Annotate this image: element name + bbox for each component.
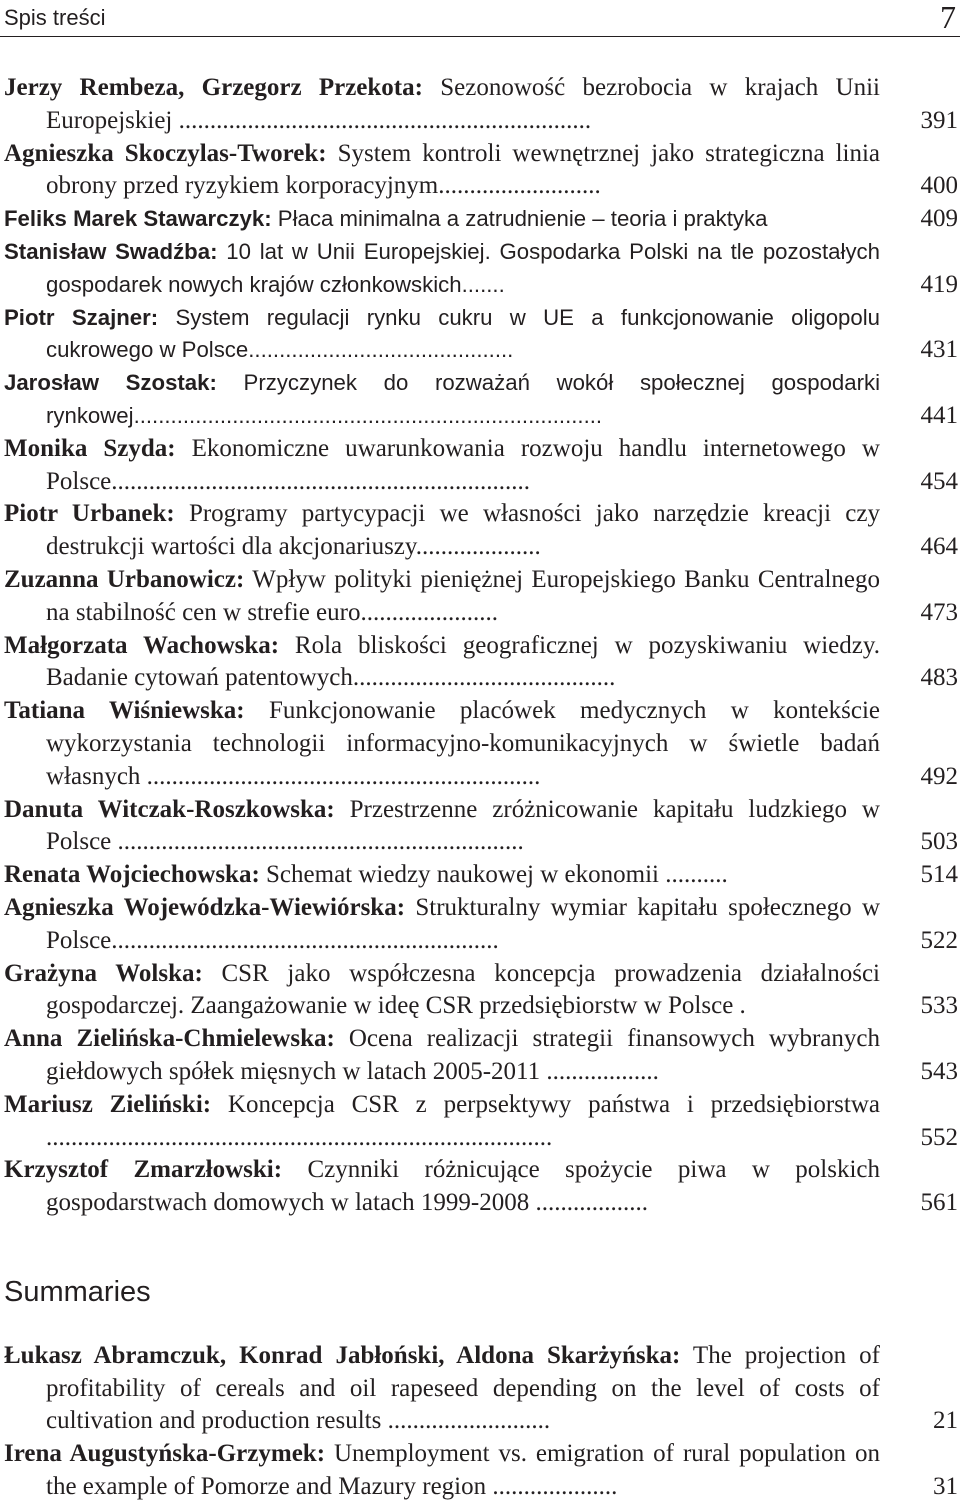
- toc-entry-page-number: 391: [920, 106, 958, 134]
- toc-entry-title: Koncepcja CSR z perpsektywy państwa i przedsiębiorstwa: [211, 1090, 880, 1118]
- toc-entry-author: Jarosław Szostak:: [4, 370, 217, 396]
- toc-entry-text: [4, 564, 880, 630]
- toc-entry-title: Funkcjonowanie placówek medycznych w kontekście wykorzystania technologii informacyjno-komunikacyjnych w świetle badań własnych: [46, 697, 880, 790]
- toc-entry-leader-dots: ..........................................: [352, 664, 616, 692]
- toc-entry: [4, 1023, 958, 1089]
- summaries-heading: Summaries: [4, 1275, 151, 1308]
- toc-entry-title: Sezonowość bezrobocia w krajach Unii Europejskiej: [46, 74, 880, 134]
- toc-entry-page-number: 409: [920, 205, 958, 233]
- toc-entry-title: System regulacji rynku cukru w UE a funkcjonowanie oligopolu cukrowego w Polsce: [46, 304, 880, 363]
- toc-entry: [4, 367, 958, 433]
- toc-entry-author: Agnieszka Wojewódzka-Wiewiórska:: [4, 893, 406, 921]
- toc-entry: [4, 1438, 958, 1504]
- toc-entry-text: [4, 302, 880, 368]
- toc-entry-leader-dots: ............................................................................: [133, 402, 603, 428]
- toc-entry-author: Łukasz Abramczuk, Konrad Jabłoński, Aldona Skarżyńska:: [4, 1341, 681, 1369]
- toc-entry-author: Grażyna Wolska:: [4, 959, 203, 987]
- toc-entry-page-number: 503: [920, 828, 958, 856]
- toc-entry-title: Unemployment vs. emigration of rural population on the example of Pomorze and Mazury region: [46, 1440, 881, 1501]
- toc-entry-title: Schemat wiedzy naukowej w ekonomii: [259, 861, 659, 889]
- toc-entry-leader-dots: ...................................................................: [111, 467, 531, 495]
- toc-entry-text: [4, 859, 880, 892]
- toc-entry-text: [4, 958, 880, 1024]
- toc-entry-author: Danuta Witczak-Roszkowska:: [4, 795, 335, 823]
- toc-entry: [4, 203, 958, 236]
- toc-entry-leader-dots: ..........................: [438, 172, 601, 200]
- toc-entry-leader-dots: ..........................: [381, 1407, 551, 1435]
- toc-entry: [4, 236, 958, 302]
- toc-entry: [4, 695, 958, 793]
- toc-entry: [4, 564, 958, 630]
- toc-entry-title: 10 lat w Unii Europejskiej. Gospodarka Polski na tle pozostałych gospodarek nowych krajów członkowskich: [46, 238, 880, 297]
- toc-entry-text: [4, 1154, 880, 1220]
- toc-entry-leader-dots: ..................: [529, 1189, 648, 1217]
- toc-entry-page-number: 454: [920, 467, 958, 495]
- toc-entry-page-number: 483: [920, 664, 958, 692]
- toc-entry-author: Zuzanna Urbanowicz:: [4, 565, 245, 593]
- toc-entry-leader-dots: ..................................................................: [172, 106, 592, 134]
- toc-entry-page-number: 492: [920, 762, 958, 790]
- toc-entry-title: CSR jako współczesna koncepcja prowadzenia działalności gospodarczej. Zaangażowanie w ideę CSR przedsiębiorstw w Polsce: [46, 959, 880, 1020]
- toc-entry-author: Jerzy Rembeza, Grzegorz Przekota:: [4, 74, 423, 101]
- toc-entry-leader-dots: ..................: [540, 1057, 659, 1085]
- toc-entry-text: [4, 433, 880, 499]
- toc-entry: [4, 302, 958, 368]
- toc-entry-page-number: 441: [920, 401, 958, 429]
- toc-entry-author: Anna Zielińska-Chmielewska:: [4, 1025, 335, 1053]
- toc-entry-leader-dots: ....................: [415, 533, 541, 561]
- toc-entry-page-number: 533: [920, 992, 958, 1020]
- toc-entry: [4, 859, 958, 892]
- toc-entry-title: Ekonomiczne uwarunkowania rozwoju handlu internetowego w Polsce: [46, 434, 880, 495]
- toc-entry: [4, 1154, 958, 1220]
- toc-entry-page-number: 21: [933, 1407, 958, 1435]
- toc-entry-text: [4, 138, 880, 204]
- toc-entry-leader-dots: ...............................................................: [140, 762, 541, 790]
- toc-entry-page-number: 431: [920, 336, 958, 364]
- toc-entry-leader-dots: ..........: [659, 861, 728, 889]
- toc-entry: [4, 498, 958, 564]
- toc-entry-text: [4, 236, 880, 302]
- toc-entry-page-number: 419: [920, 270, 958, 298]
- toc-entry: [4, 958, 958, 1024]
- toc-entry-title: Czynniki różnicujące spożycie piwa w polskich gospodarstwach domowych w latach 1999-2008: [46, 1156, 880, 1217]
- toc-entry-text: [4, 1023, 880, 1089]
- summaries-list: [4, 1340, 958, 1504]
- toc-entry-author: Piotr Szajner:: [4, 304, 159, 330]
- toc-entry-author: Małgorzata Wachowska:: [4, 631, 280, 659]
- toc-entry-author: Monika Szyda:: [4, 434, 176, 462]
- toc-entry-author: Mariusz Zieliński:: [4, 1090, 212, 1118]
- toc-entry-author: Irena Augustyńska-Grzymek:: [4, 1440, 326, 1468]
- toc-entry: [4, 630, 958, 696]
- toc-entry-title: Wpływ polityki pieniężnej Europejskiego Banku Centralnego na stabilność cen w strefie euro: [46, 565, 880, 626]
- toc-entry-text: [4, 630, 880, 696]
- toc-entry-text: [4, 1089, 880, 1155]
- toc-entry-leader-dots: ......................: [360, 598, 498, 626]
- toc-entry-author: Renata Wojciechowska:: [4, 861, 260, 889]
- toc-entry-text: [4, 892, 880, 958]
- toc-entry-text: [4, 498, 880, 564]
- toc-entry-text: [4, 72, 880, 138]
- toc-entry-author: Agnieszka Skoczylas-Tworek:: [4, 139, 327, 167]
- toc-entry-title: Przestrzenne zróżnicowanie kapitału ludzkiego w Polsce: [46, 795, 880, 856]
- toc-entry-title: Programy partycypacji we własności jako narzędzie kreacji czy destrukcji wartości dla akcjonariuszy: [46, 500, 880, 561]
- toc-entry-page-number: 31: [933, 1473, 958, 1501]
- toc-entry-author: Piotr Urbanek:: [4, 500, 175, 528]
- toc-entry-page-number: 561: [920, 1189, 958, 1217]
- toc-entry-page-number: 400: [920, 172, 958, 200]
- toc-entry: [4, 794, 958, 860]
- toc-entry: [4, 138, 958, 204]
- toc-entry-leader-dots: .................................................................: [111, 828, 524, 856]
- toc-entry-text: [4, 367, 880, 433]
- toc-entry-title: Rola bliskości geograficznej w pozyskiwaniu wiedzy. Badanie cytowań patentowych: [46, 631, 881, 692]
- toc-entry-text: [4, 695, 880, 793]
- toc-entry-leader-dots: ...........................................: [248, 337, 514, 363]
- toc-entry-text: [4, 1438, 880, 1504]
- toc-entry-page-number: 522: [920, 926, 958, 954]
- toc-entry: [4, 892, 958, 958]
- toc-entry: [4, 1340, 958, 1438]
- toc-entry-leader-dots: ....................: [486, 1473, 618, 1501]
- toc-entry-title: Płaca minimalna a zatrudnienie – teoria i praktyka: [271, 206, 768, 232]
- header-page-number: 7: [940, 0, 956, 35]
- toc-entry-page-number: 543: [920, 1057, 958, 1085]
- toc-entry-title: Strukturalny wymiar kapitału społecznego w Polsce: [46, 893, 881, 954]
- toc-entry-title: Przyczynek do rozważań wokół społecznej gospodarki rynkowej: [46, 370, 880, 428]
- toc-entry-title: The projection of profitability of cereals and oil rapeseed depending on the level of costs of cultivation and production results: [46, 1341, 880, 1435]
- toc-entry-leader-dots: .......: [461, 271, 505, 297]
- toc-entry-text: [4, 1340, 880, 1438]
- toc-entry: [4, 433, 958, 499]
- toc-entry-title: Ocena realizacji strategii finansowych wybranych giełdowych spółek mięsnych w latach 2005-2011: [46, 1025, 880, 1085]
- header-title: Spis treści: [4, 5, 106, 30]
- toc-list: [4, 72, 958, 1220]
- toc-entry-text: [4, 203, 880, 236]
- toc-entry-page-number: 473: [920, 598, 958, 626]
- toc-entry-author: Krzysztof Zmarzłowski:: [4, 1156, 283, 1184]
- toc-entry: [4, 1089, 958, 1155]
- toc-entry: [4, 72, 958, 138]
- toc-entry-author: Feliks Marek Stawarczyk:: [4, 206, 272, 232]
- table-of-contents: [4, 72, 958, 1504]
- toc-entry-page-number: 552: [920, 1123, 958, 1151]
- toc-entry-leader-dots: .: [733, 992, 746, 1020]
- toc-entry-leader-dots: ..............................................................: [111, 926, 499, 954]
- toc-entry-title: System kontroli wewnętrznej jako strategiczna linia obrony przed ryzykiem korporacyjnym: [46, 139, 881, 200]
- toc-entry-page-number: 514: [920, 861, 958, 889]
- toc-entry-page-number: 464: [920, 533, 958, 561]
- toc-entry-leader-dots: .................................................................................: [46, 1123, 553, 1151]
- toc-entry-author: Stanisław Swadźba:: [4, 238, 218, 264]
- toc-entry-author: Tatiana Wiśniewska:: [4, 697, 245, 725]
- running-header: [0, 0, 960, 37]
- toc-entry-text: [4, 794, 880, 860]
